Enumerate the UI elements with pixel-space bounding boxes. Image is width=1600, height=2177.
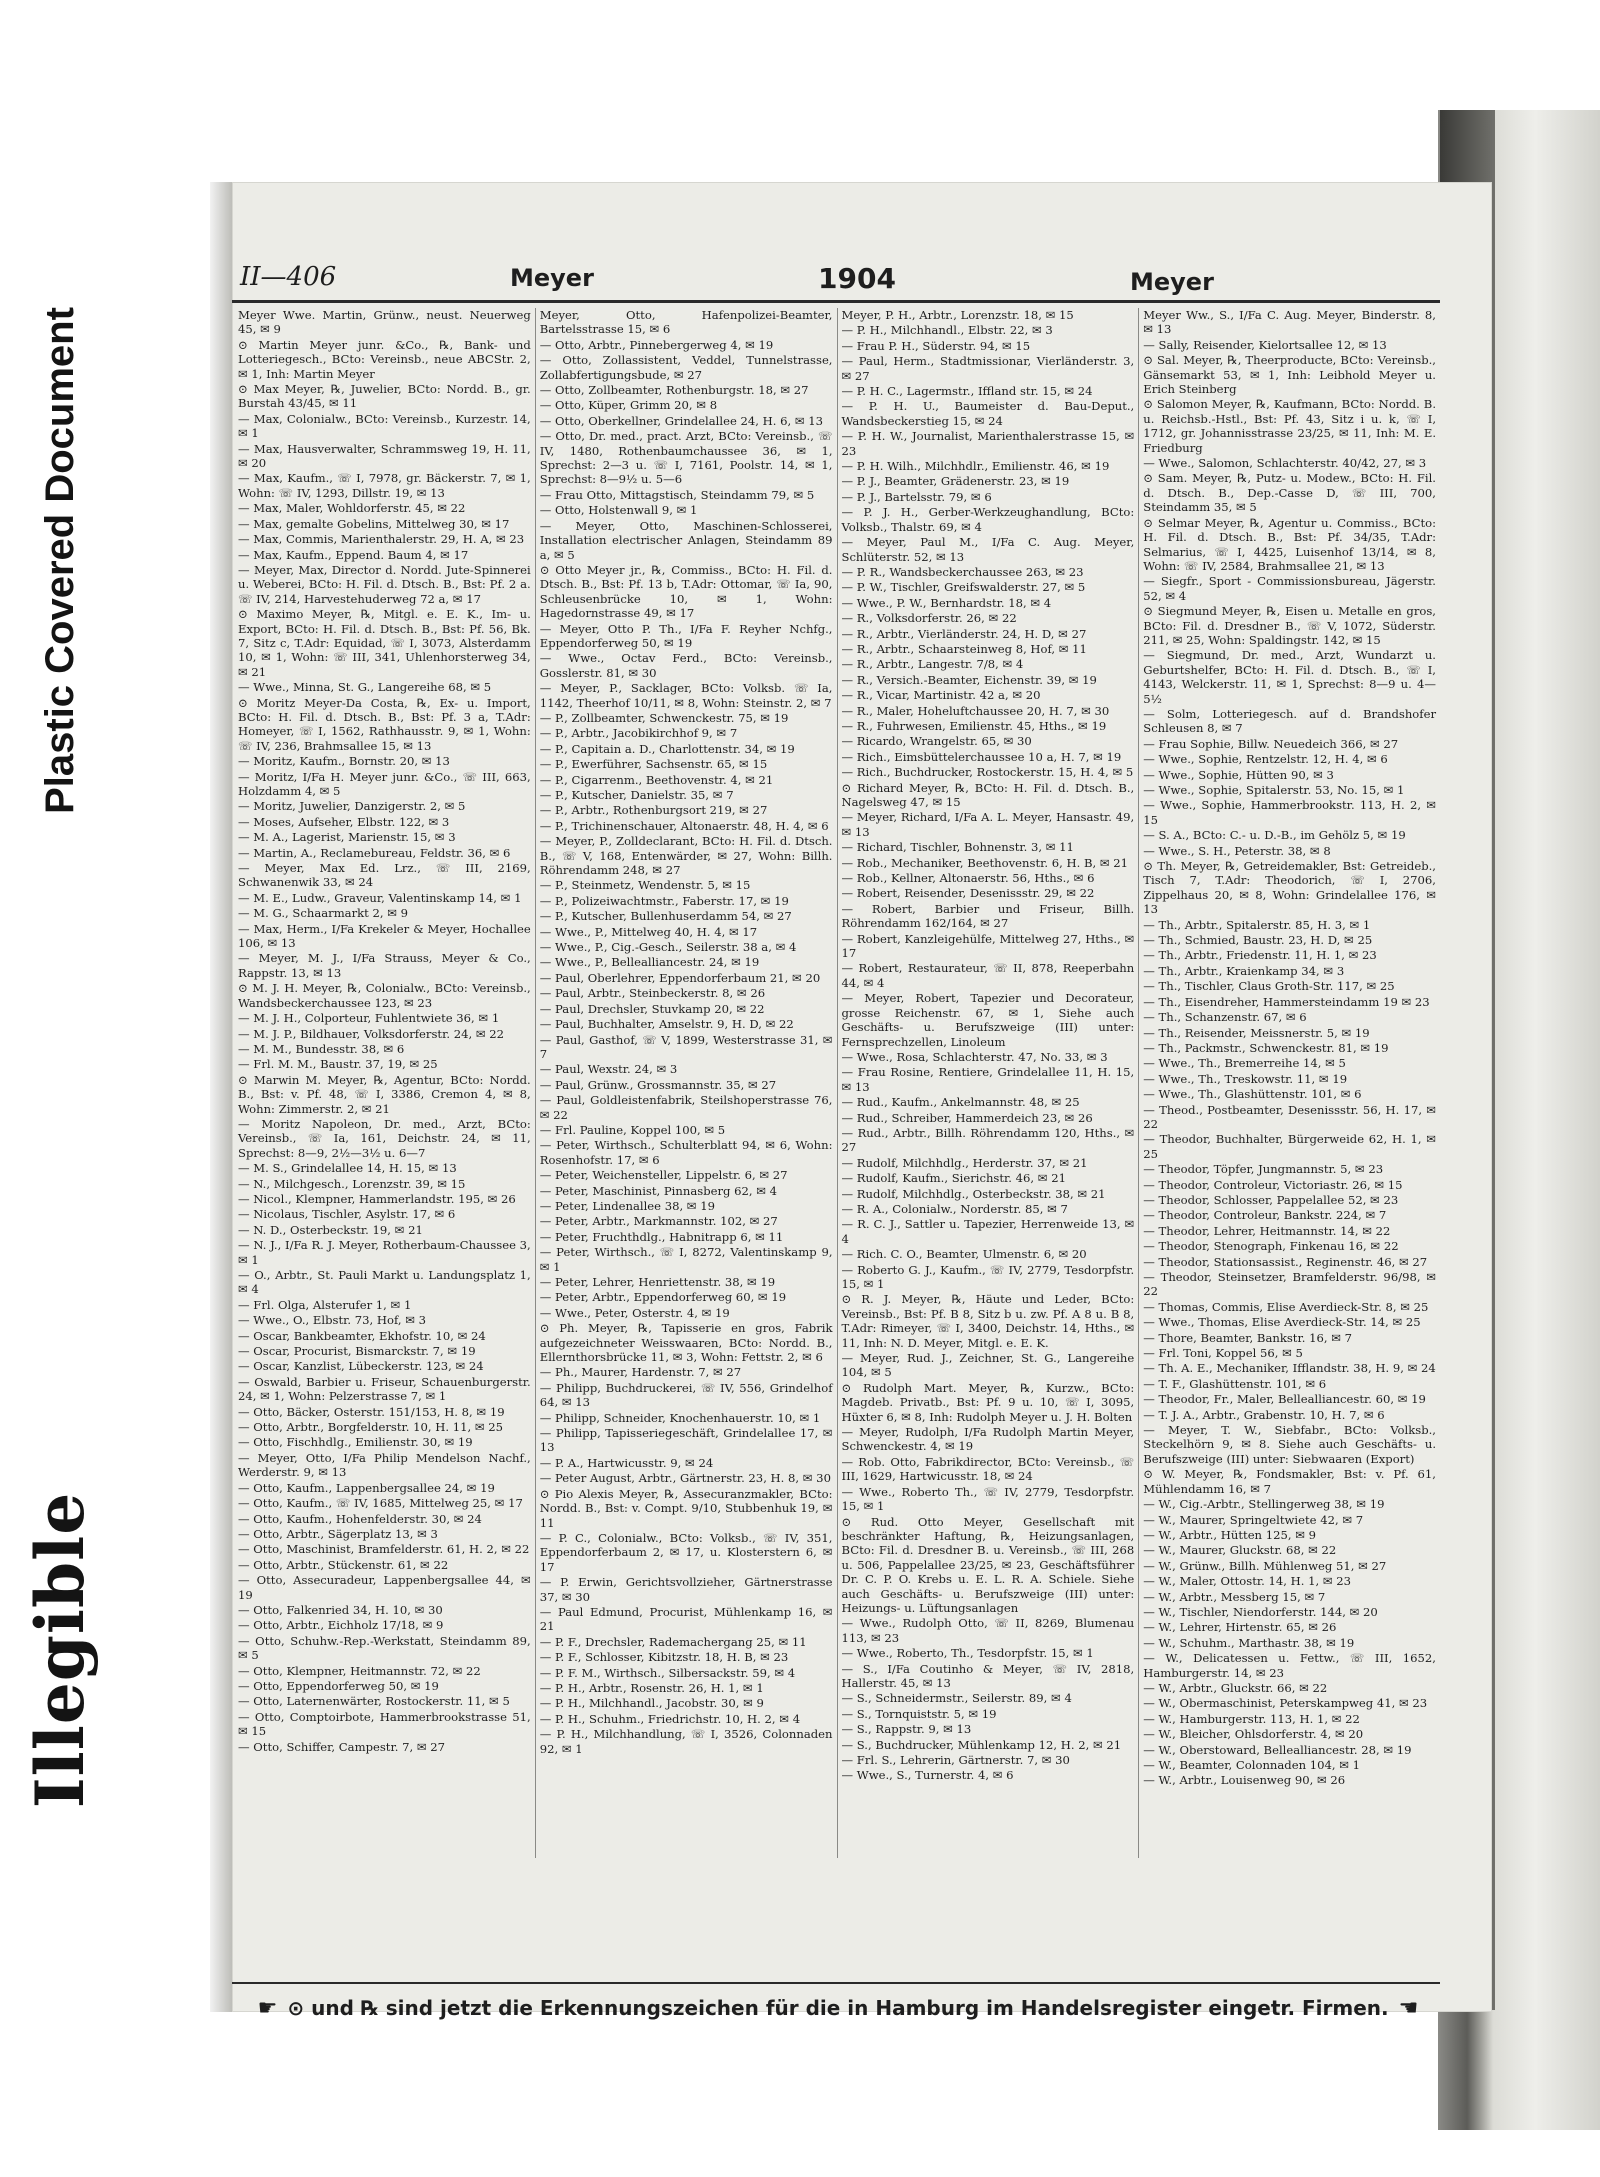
directory-entry: — Nicol., Klempner, Hammerlandstr. 195, ✉ 26	[238, 1191, 516, 1206]
directory-entry: — Otto, Laternenwärter, Rostockerstr. 11, ✉ 5	[238, 1694, 510, 1709]
directory-entry: ⊙ M. J. H. Meyer, ℞, Colonialw., BCto: Vereinsb., Wandsbeckerchaussee 123, ✉ 23	[238, 981, 531, 1010]
directory-entry: — Wwe., Roberto, Th., Tesdorpfstr. 15, ✉ 1	[841, 1646, 1094, 1661]
directory-entry: — M. G., Schaarmarkt 2, ✉ 9	[238, 906, 409, 921]
directory-entry: — Rob., Kellner, Altonaerstr. 56, Hths., ✉ 6	[841, 871, 1095, 886]
directory-entry: — Meyer, Paul M., I/Fa C. Aug. Meyer, Schlüterstr. 52, ✉ 13	[841, 535, 1135, 564]
directory-entry: — Paul Edmund, Procurist, Mühlenkamp 16, ✉ 21	[539, 1604, 833, 1634]
directory-entry: — S., Schneidermstr., Seilerstr. 89, ✉ 4	[841, 1691, 1072, 1706]
directory-entry: — R., Arbtr., Schaarsteinweg 8, Hof, ✉ 11	[841, 641, 1087, 656]
directory-entry: — Otto, Arbtr., Pinnebergerweg 4, ✉ 19	[539, 337, 774, 352]
directory-entry: — Robert, Restaurateur, ☏ II, 878, Reeperbahn 44, ✉ 4	[841, 961, 1135, 990]
directory-column-3	[838, 308, 1140, 1858]
directory-entry: — Peter, Wirthsch., ☏ I, 8272, Valentinskamp 9, ✉ 1	[539, 1245, 833, 1274]
directory-entry: — Thore, Beamter, Bankstr. 16, ✉ 7	[1143, 1330, 1352, 1345]
directory-entry: — Peter, Maschinist, Pinnasberg 62, ✉ 4	[539, 1183, 778, 1198]
directory-entry: — R. A., Colonialw., Norderstr. 85, ✉ 7	[841, 1201, 1068, 1216]
directory-entry: — W., Arbtr., Louisenweg 90, ✉ 26	[1143, 1773, 1346, 1788]
directory-column-2	[536, 308, 838, 1858]
directory-entry: — Wwe., Rosa, Schlachterstr. 47, No. 33, ✉ 3	[841, 1049, 1108, 1064]
directory-entry: ⊙ R. J. Meyer, ℞, Häute und Leder, BCto: Vereinsb., Bst: Pf. B 8, Sitz b u. zw. Pf. A 8 u. B 8, T.Adr: Rimeyer, ☏ I, 3400, Deichstr. 14, Hths., ✉ 11, Inh: N. D. Meyer, Mitgl. e. E. K.	[841, 1292, 1135, 1350]
page-header	[240, 262, 1440, 302]
directory-entry: — W., Maurer, Gluckstr. 68, ✉ 22	[1143, 1543, 1337, 1558]
directory-entry: — Siegmund, Dr. med., Arzt, Wundarzt u. Geburtshelfer, BCto: H. Fil. d. Dtsch. B., ☏ I, 4143, Welckerstr. 11, ✉ 1, Sprechst: 8—9 u. 4—5½	[1143, 648, 1436, 706]
directory-entry: — O., Arbtr., St. Pauli Markt u. Landungsplatz 1, ✉ 4	[238, 1268, 531, 1297]
directory-entry: — M. A., Lagerist, Marienstr. 15, ✉ 3	[238, 830, 456, 845]
directory-entry: — Wwe., Sophie, Rentzelstr. 12, H. 4, ✉ 6	[1143, 752, 1388, 767]
header-year: 1904	[818, 262, 896, 295]
directory-entry: — P. C., Colonialw., BCto: Volksb., ☏ IV, 351, Eppendorferbaum 2, ✉ 17, u. Klosterstern 6, ✉ 17	[539, 1530, 833, 1574]
directory-entry: — M. S., Grindelallee 14, H. 15, ✉ 13	[238, 1161, 457, 1176]
directory-entry: — W., Beamter, Colonnaden 104, ✉ 1	[1143, 1758, 1361, 1772]
directory-entry: — Paul, Buchhalter, Amselstr. 9, H. D, ✉ 22	[539, 1017, 794, 1032]
directory-entry: — P. A., Hartwicusstr. 9, ✉ 24	[539, 1455, 714, 1470]
directory-entry: — Meyer, Rudolph, I/Fa Rudolph Martin Meyer, Schwenckestr. 4, ✉ 19	[841, 1425, 1135, 1454]
directory-entry: — Wwe., P., Mittelweg 40, H. 4, ✉ 17	[539, 924, 758, 939]
directory-entry: — Robert, Kanzleigehülfe, Mittelweg 27, Hths., ✉ 17	[841, 931, 1135, 961]
directory-entry: ⊙ Ph. Meyer, ℞, Tapisserie en gros, Fabrik aufgezeichneter Weisswaaren, BCto: Nordd. B., Ellernthorsbrücke 11, ✉ 3, Wohn: Fettstr. 2, ✉ 6	[539, 1321, 833, 1365]
directory-entry: — P. H., Milchhandl., Jacobstr. 30, ✉ 9	[539, 1696, 764, 1711]
directory-entry: — Wwe., Thomas, Elise Averdieck-Str. 14, ✉ 25	[1143, 1315, 1421, 1330]
directory-entry: — Meyer, Richard, I/Fa A. L. Meyer, Hansastr. 49, ✉ 13	[841, 810, 1135, 839]
header-name-left: Meyer	[510, 264, 594, 292]
directory-entry: — P., Trichinenschauer, Altonaerstr. 48, H. 4, ✉ 6	[539, 818, 829, 833]
directory-entry: — P., Kutscher, Danielstr. 35, ✉ 7	[539, 788, 734, 802]
directory-entry: — Theod., Postbeamter, Desenissstr. 56, H. 17, ✉ 22	[1143, 1102, 1436, 1131]
illegible-label	[0, 1390, 120, 1910]
directory-entry: — Wwe., Th., Bremerreihe 14, ✉ 5	[1143, 1056, 1346, 1071]
directory-entry: — Paul, Goldleistenfabrik, Steilshoperstrasse 76, ✉ 22	[539, 1093, 833, 1122]
directory-entry: — W., Grünw., Billh. Mühlenweg 51, ✉ 27	[1143, 1558, 1387, 1573]
directory-entry: ⊙ Martin Meyer junr. &Co., ℞, Bank- und Lotteriegesch., BCto: Vereinsb., neue ABCStr. 2, ✉ 1, Inh: Martin Meyer	[238, 337, 531, 381]
directory-entry: — Paul, Oberlehrer, Eppendorferbaum 21, ✉ 20	[539, 970, 821, 985]
directory-entry: — Meyer, Max Ed. Lrz., ☏ III, 2169, Schwanenwik 33, ✉ 24	[238, 861, 531, 890]
directory-entry: — Otto, Zollassistent, Veddel, Tunnelstrasse, Zollabfertigungsbude, ✉ 27	[539, 353, 833, 382]
directory-entry: — Meyer, P., Zolldeclarant, BCto: H. Fil. d. Dtsch. B., ☏ V, 168, Entenwärder, ✉ 27, Wohn: Billh. Röhrendamm 248, ✉ 27	[539, 834, 833, 878]
directory-entry: — P., Arbtr., Jacobikirchhof 9, ✉ 7	[539, 726, 738, 741]
directory-entry: — Otto, Arbtr., Eichholz 17/18, ✉ 9	[238, 1618, 444, 1633]
directory-entry: — Wwe., Th., Treskowstr. 11, ✉ 19	[1143, 1071, 1348, 1086]
directory-entry: — Paul, Grünw., Grossmannstr. 35, ✉ 27	[539, 1077, 777, 1092]
directory-entry: — Ph., Maurer, Hardenstr. 7, ✉ 27	[539, 1365, 742, 1380]
directory-entry: — Rudolf, Milchhdlg., Herderstr. 37, ✉ 21	[841, 1155, 1088, 1170]
footer-rule	[232, 1982, 1440, 1984]
directory-entry: — Philipp, Schneider, Knochenhauerstr. 10, ✉ 1	[539, 1410, 821, 1425]
directory-entry: — Peter, Arbtr., Eppendorferweg 60, ✉ 19	[539, 1290, 787, 1305]
pointing-hand-left-icon: ☛	[257, 1995, 278, 2021]
directory-entry: — Robert, Reisender, Desenissstr. 29, ✉ 22	[841, 886, 1095, 901]
directory-entry: — Paul, Gasthof, ☏ V, 1899, Westerstrasse 31, ✉ 7	[539, 1032, 833, 1061]
directory-entry: — W., Tischler, Niendorferstr. 144, ✉ 20	[1143, 1604, 1378, 1619]
directory-entry: ⊙ Sal. Meyer, ℞, Theerproducte, BCto: Vereinsb., Gänsemarkt 53, ✉ 1, Inh: Leibhold Meyer u. Erich Steinberg	[1143, 353, 1436, 397]
directory-entry: — S. A., BCto: C.- u. D.-B., im Gehölz 5, ✉ 19	[1143, 828, 1406, 843]
header-name-right: Meyer	[1130, 268, 1214, 296]
directory-entry: — Wwe., Sophie, Hammerbrookstr. 113, H. 2, ✉ 15	[1143, 798, 1436, 827]
directory-entry: — Theodor, Controleur, Victoriastr. 26, ✉ 15	[1143, 1177, 1403, 1192]
directory-entry: — Nicolaus, Tischler, Asylstr. 17, ✉ 6	[238, 1207, 456, 1222]
directory-entry: — W., Obermaschinist, Peterskampweg 41, ✉ 23	[1143, 1696, 1428, 1711]
directory-entry: — Ricardo, Wrangelstr. 65, ✉ 30	[841, 734, 1032, 749]
directory-entry: — Siegfr., Sport - Commissionsbureau, Jägerstr. 52, ✉ 4	[1143, 574, 1436, 603]
directory-entry: — P., Capitain a. D., Charlottenstr. 34, ✉ 19	[539, 741, 795, 756]
directory-entry: — Frl. Olga, Alsterufer 1, ✉ 1	[238, 1297, 412, 1312]
directory-entry: Meyer Ww., S., I/Fa C. Aug. Meyer, Binderstr. 8, ✉ 13	[1143, 308, 1436, 337]
directory-entry: — Otto, Arbtr., Borgfelderstr. 10, H. 11, ✉ 25	[238, 1420, 504, 1435]
illegible-text: Illegible	[21, 1491, 100, 1809]
directory-entry: — Th., Schanzenstr. 67, ✉ 6	[1143, 1010, 1307, 1025]
directory-entry: — R., Versich.-Beamter, Eichenstr. 39, ✉ 19	[841, 672, 1097, 687]
directory-entry: — Th., Arbtr., Kraienkamp 34, ✉ 3	[1143, 963, 1345, 978]
directory-entry: — Max, gemalte Gobelins, Mittelweg 30, ✉ 17	[238, 516, 510, 531]
directory-entry: — Wwe., Rudolph Otto, ☏ II, 8269, Blumenau 113, ✉ 23	[841, 1616, 1135, 1645]
directory-columns	[234, 308, 1440, 1858]
directory-entry: — Martin, A., Reclamebureau, Feldstr. 36, ✉ 6	[238, 845, 511, 860]
directory-entry: — Rob., Mechaniker, Beethovenstr. 6, H. B, ✉ 21	[841, 855, 1129, 870]
directory-entry: — S., Tornquiststr. 5, ✉ 19	[841, 1706, 997, 1721]
directory-entry: ⊙ Rud. Otto Meyer, Gesellschaft mit beschränkter Haftung, ℞, Heizungsanlagen, BCto: Fil. d. Dresdner B. u. Vereinsb., ☏ III, 268 u. 506, Pappelallee 23/25, ✉ 23, Geschäftsführer Dr. C. P. O. Krebs u. E. L. R. A. Schiele. Siehe auch Geschäfts- u. Berufszweige (III) unter: Heizungs- u. Lüftungsanlagen	[841, 1514, 1135, 1615]
directory-entry: — Rich., Eimsbüttelerchaussee 10 a, H. 7, ✉ 19	[841, 749, 1122, 764]
directory-entry: — W., Cig.-Arbtr., Stellingerweg 38, ✉ 19	[1143, 1497, 1385, 1512]
directory-entry: — Theodor, Steinsetzer, Bramfelderstr. 96/98, ✉ 22	[1143, 1270, 1436, 1299]
directory-entry: — R., Vicar, Martinistr. 42 a, ✉ 20	[841, 688, 1041, 703]
plastic-covered-text: Plastic Covered Document	[37, 306, 82, 814]
directory-entry: — N. D., Osterbeckstr. 19, ✉ 21	[238, 1222, 423, 1237]
directory-entry: — Richard, Tischler, Bohnenstr. 3, ✉ 11	[841, 840, 1074, 855]
directory-entry: — Wwe., Salomon, Schlachterstr. 40/42, 27, ✉ 3	[1143, 456, 1427, 471]
directory-entry: — Wwe., P. W., Bernhardstr. 18, ✉ 4	[841, 595, 1052, 610]
directory-entry: Meyer, P. H., Arbtr., Lorenzstr. 18, ✉ 15	[841, 308, 1074, 322]
directory-entry: — P. H. W., Journalist, Marienthalerstrasse 15, ✉ 23	[841, 429, 1135, 458]
directory-entry: — M. J. H., Colporteur, Fuhlentwiete 36, ✉ 1	[238, 1011, 500, 1026]
directory-entry: — Meyer, P., Sacklager, BCto: Volksb. ☏ Ia, 1142, Theerhof 10/11, ✉ 8, Wohn: Steinstr. 2, ✉ 7	[539, 681, 833, 710]
directory-entry: — P., Cigarrenm., Beethovenstr. 4, ✉ 21	[539, 772, 774, 787]
directory-entry: ⊙ Th. Meyer, ℞, Getreidemakler, Bst: Getreideb., Tisch 7, T.Adr: Theodorich, ☏ I, 2706, Zippelhaus 20, ✉ 8, Wohn: Grindelallee 176, ✉ 13	[1143, 859, 1436, 917]
directory-entry: — Otto, Comptoirbote, Hammerbrookstrasse 51, ✉ 15	[238, 1709, 531, 1739]
directory-entry: — Otto, Oberkellner, Grindelallee 24, H. 6, ✉ 13	[539, 413, 824, 428]
directory-entry: — P., Steinmetz, Wendenstr. 5, ✉ 15	[539, 878, 751, 893]
directory-entry: — Paul, Arbtr., Steinbeckerstr. 8, ✉ 26	[539, 986, 766, 1001]
directory-entry: — P. H., Schuhm., Friedrichstr. 10, H. 2, ✉ 4	[539, 1711, 801, 1726]
directory-entry: — N. J., I/Fa R. J. Meyer, Rotherbaum-Chaussee 3, ✉ 1	[238, 1238, 531, 1267]
footer-note: ⊙ und ℞ sind jetzt die Erkennungszeichen für die in Hamburg im Handelsregister eingetr. Firmen.	[287, 1996, 1389, 2020]
directory-entry: — Moritz, I/Fa H. Meyer junr. &Co., ☏ III, 663, Holzdamm 4, ✉ 5	[238, 769, 531, 798]
directory-entry: — Otto, Bäcker, Osterstr. 151/153, H. 8, ✉ 19	[238, 1404, 505, 1419]
directory-entry: — S., Buchdrucker, Mühlenkamp 12, H. 2, ✉ 21	[841, 1737, 1122, 1752]
directory-entry: — Roberto G. J., Kaufm., ☏ IV, 2779, Tesdorpfstr. 15, ✉ 1	[841, 1262, 1135, 1291]
directory-entry: — P. H. U., Baumeister d. Bau-Deput., Wandsbeckerstieg 15, ✉ 24	[841, 399, 1135, 428]
directory-entry: — Otto, Arbtr., Sägerplatz 13, ✉ 3	[238, 1526, 438, 1541]
directory-entry: — Rich. C. O., Beamter, Ulmenstr. 6, ✉ 20	[841, 1247, 1087, 1262]
directory-entry: — W., Delicatessen u. Fettw., ☏ III, 1652, Hamburgerstr. 14, ✉ 23	[1143, 1651, 1436, 1680]
directory-entry: — Frau Rosine, Rentiere, Grindelallee 11, H. 15, ✉ 13	[841, 1065, 1135, 1094]
directory-entry: ⊙ Maximo Meyer, ℞, Mitgl. e. E. K., Im- u. Export, BCto: H. Fil. d. Dtsch. B., Bst: Pf. 56, Bk. 7, Sitz c, T.Adr: Equidad, ☏ I, 3073, Alsterdamm 10, ✉ 1, Wohn: ☏ III, 341, Uhlenhorsterweg 34, ✉ 21	[238, 607, 531, 679]
directory-entry: — Rudolf, Milchhdlg., Osterbeckstr. 38, ✉ 21	[841, 1186, 1106, 1201]
directory-entry: — Otto, Küper, Grimm 20, ✉ 8	[539, 398, 718, 413]
directory-entry: — P. R., Wandsbeckerchaussee 263, ✉ 23	[841, 564, 1084, 579]
directory-entry: ⊙ Otto Meyer jr., ℞, Commiss., BCto: H. Fil. d. Dtsch. B., Bst: Pf. 13 b, T.Adr: Ottomar, ☏ Ia, 90, Schleusenbrücke 10, ✉ 1, Wohn: Hagedornstrasse 49, ✉ 17	[539, 562, 833, 621]
directory-entry: — Sally, Reisender, Kielortsallee 12, ✉ 13	[1143, 337, 1387, 352]
directory-entry: — Moritz, Juwelier, Danzigerstr. 2, ✉ 5	[238, 799, 466, 814]
directory-entry: ⊙ Moritz Meyer-Da Costa, ℞, Ex- u. Import, BCto: H. Fil. d. Dtsch. B., Bst: Pf. 3 a, T.Adr: Homeyer, ☏ I, 1562, Rathhausstr. 9, ✉ 1, Wohn: ☏ IV, 236, Brahmsallee 15, ✉ 13	[238, 695, 531, 753]
directory-entry: — Theodor, Controleur, Bankstr. 224, ✉ 7	[1143, 1208, 1387, 1223]
directory-entry: — Wwe., Octav Ferd., BCto: Vereinsb., Gosslerstr. 81, ✉ 30	[539, 651, 833, 680]
directory-entry: — P. J., Bartelsstr. 79, ✉ 6	[841, 489, 992, 504]
plastic-covered-label	[0, 280, 120, 840]
directory-entry: Meyer, Otto, Hafenpolizei-Beamter, Bartelsstrasse 15, ✉ 6	[539, 308, 833, 337]
directory-entry: — Wwe., O., Elbstr. 73, Hof, ✉ 3	[238, 1313, 426, 1328]
directory-entry: — Peter August, Arbtr., Gärtnerstr. 23, H. 8, ✉ 30	[539, 1471, 831, 1486]
directory-entry: — Moses, Aufseher, Elbstr. 122, ✉ 3	[238, 814, 450, 829]
directory-entry: — P. J. H., Gerber-Werkzeughandlung, BCto: Volksb., Thalstr. 69, ✉ 4	[841, 505, 1135, 534]
directory-entry: — Philipp, Tapisseriegeschäft, Grindelallee 17, ✉ 13	[539, 1426, 833, 1455]
directory-entry: — P., Polizeiwachtmstr., Faberstr. 17, ✉ 19	[539, 893, 789, 908]
directory-entry: — Otto, Maschinist, Bramfelderstr. 61, H. 2, ✉ 22	[238, 1542, 530, 1557]
directory-entry: — Wwe., Sophie, Spitalerstr. 53, No. 15, ✉ 1	[1143, 783, 1405, 797]
directory-entry: — P. H., Milchhandl., Elbstr. 22, ✉ 3	[841, 323, 1053, 338]
directory-entry: — Wwe., Peter, Osterstr. 4, ✉ 19	[539, 1305, 730, 1320]
directory-entry: — P. J., Beamter, Grädenerstr. 23, ✉ 19	[841, 474, 1070, 489]
directory-entry: — Wwe., P., Bellealliancestr. 24, ✉ 19	[539, 955, 760, 970]
directory-entry: — Meyer, Otto, Maschinen-Schlosserei, Installation electrischer Anlagen, Steindamm 89 a, ✉ 5	[539, 518, 833, 562]
directory-entry: — P. F. M., Wirthsch., Silbersackstr. 59, ✉ 4	[539, 1665, 796, 1680]
directory-entry: — W., Bleicher, Ohlsdorferstr. 4, ✉ 20	[1143, 1727, 1364, 1742]
directory-entry: — W., Arbtr., Gluckstr. 66, ✉ 22	[1143, 1680, 1328, 1695]
directory-entry: — Peter, Lindenallee 38, ✉ 19	[539, 1198, 715, 1213]
page-edge-shadow	[210, 182, 232, 2012]
directory-entry: — Th., Arbtr., Spitalerstr. 85, H. 3, ✉ 1	[1143, 917, 1371, 932]
directory-entry: ⊙ W. Meyer, ℞, Fondsmakler, Bst: v. Pf. 61, Mühlendamm 16, ✉ 7	[1143, 1467, 1436, 1496]
directory-entry: — Max, Hausverwalter, Schrammsweg 19, H. 11, ✉ 20	[238, 441, 531, 471]
directory-entry: — Th., Tischler, Claus Groth-Str. 117, ✉ 25	[1143, 979, 1395, 994]
directory-entry: — R., Arbtr., Vierländerstr. 24, H. D, ✉ 27	[841, 626, 1087, 641]
page-footer	[238, 1988, 1438, 2028]
directory-entry: — Frl. Toni, Koppel 56, ✉ 5	[1143, 1346, 1303, 1361]
directory-entry: — P. Erwin, Gerichtsvollzieher, Gärtnerstrasse 37, ✉ 30	[539, 1575, 833, 1604]
directory-entry: — W., Hamburgerstr. 113, H. 1, ✉ 22	[1143, 1711, 1360, 1726]
directory-entry: ⊙ Salomon Meyer, ℞, Kaufmann, BCto: Nordd. B. u. Reichsb.-Hstl., Bst: Pf. 43, Sitz i u. k, ☏ I, 1712, gr. Johannisstrasse 23/25, ✉ 11, Inh: M. E. Friedburg	[1143, 397, 1436, 455]
directory-entry: — Otto, Kaufm., Hohenfelderstr. 30, ✉ 24	[238, 1511, 482, 1526]
directory-entry: — Meyer, Otto, I/Fa Philip Mendelson Nachf., Werderstr. 9, ✉ 13	[238, 1450, 531, 1480]
directory-entry: — Rud., Schreiber, Hammerdeich 23, ✉ 26	[841, 1110, 1093, 1125]
directory-entry: — Otto, Zollbeamter, Rothenburgstr. 18, ✉ 27	[539, 383, 809, 398]
directory-entry: — Theodor, Töpfer, Jungmannstr. 5, ✉ 23	[1143, 1162, 1384, 1177]
directory-entry: ⊙ Sam. Meyer, ℞, Putz- u. Modew., BCto: H. Fil. d. Dtsch. B., Dep.-Casse D, ☏ III, 700, Steindamm 35, ✉ 5	[1143, 471, 1436, 515]
directory-entry: — Otto, Klempner, Heitmannstr. 72, ✉ 22	[238, 1663, 481, 1678]
directory-entry: — Rudolf, Kaufm., Sierichstr. 46, ✉ 21	[841, 1171, 1066, 1186]
directory-entry: Meyer Wwe. Martin, Grünw., neust. Neuerweg 45, ✉ 9	[238, 308, 531, 337]
directory-entry: — P. H., Arbtr., Rosenstr. 26, H. 1, ✉ 1	[539, 1680, 764, 1695]
directory-entry: — Max, Kaufm., Eppend. Baum 4, ✉ 17	[238, 547, 469, 562]
directory-entry: — Rich., Buchdrucker, Rostockerstr. 15, H. 4, ✉ 5	[841, 765, 1134, 780]
directory-entry: — Otto, Falkenried 34, H. 10, ✉ 30	[238, 1602, 443, 1617]
directory-entry: — W., Maler, Ottostr. 14, H. 1, ✉ 23	[1143, 1574, 1352, 1589]
directory-entry: — Peter, Weichensteller, Lippelstr. 6, ✉ 27	[539, 1168, 788, 1183]
directory-entry: — R. C. J., Sattler u. Tapezier, Herrenweide 13, ✉ 4	[841, 1217, 1135, 1246]
directory-entry: — W., Schuhm., Marthastr. 38, ✉ 19	[1143, 1635, 1355, 1650]
directory-entry: — Meyer, T. W., Siebfabr., BCto: Volksb., Steckelhörn 9, ✉ 8. Siehe auch Geschäfts- u. Berufszweige (III) unter: Siebwaaren (Export)	[1143, 1423, 1436, 1466]
directory-entry: — T. J. A., Arbtr., Grabenstr. 10, H. 7, ✉ 6	[1143, 1407, 1385, 1422]
directory-entry: — Thomas, Commis, Elise Averdieck-Str. 8, ✉ 25	[1143, 1299, 1429, 1314]
directory-entry: — Theodor, Stenograph, Finkenau 16, ✉ 22	[1143, 1239, 1399, 1254]
directory-entry: — Otto, Schiffer, Campestr. 7, ✉ 27	[238, 1739, 446, 1754]
directory-entry: — P., Arbtr., Rothenburgsort 219, ✉ 27	[539, 803, 768, 818]
directory-entry: — Wwe., S., Turnerstr. 4, ✉ 6	[841, 1768, 1014, 1783]
directory-entry: — Th., Reisender, Meissnerstr. 5, ✉ 19	[1143, 1025, 1370, 1040]
directory-entry: — Peter, Fruchthdlg., Habnitrapp 6, ✉ 11	[539, 1229, 784, 1244]
directory-entry: — Max, Herm., I/Fa Krekeler & Meyer, Hochallee 106, ✉ 13	[238, 921, 531, 951]
directory-entry: — Moritz Napoleon, Dr. med., Arzt, BCto: Vereinsb., ☏ Ia, 161, Deichstr. 24, ✉ 11, Sprechst: 8—9, 2½—3½ u. 6—7	[238, 1116, 531, 1160]
directory-entry: — Frau Otto, Mittagstisch, Steindamm 79, ✉ 5	[539, 487, 815, 502]
directory-entry: — Otto, Eppendorferweg 50, ✉ 19	[238, 1678, 439, 1693]
directory-entry: — Theodor, Stationsassist., Reginenstr. 46, ✉ 27	[1143, 1254, 1428, 1269]
directory-entry: ⊙ Siegmund Meyer, ℞, Eisen u. Metalle en gros, BCto: Fil. d. Dresdner B., ☏ V, 1072, Süderstr. 211, ✉ 25, Wohn: Spaldingstr. 142, ✉ 15	[1143, 604, 1436, 647]
directory-entry: — S., I/Fa Coutinho & Meyer, ☏ IV, 2818, Hallerstr. 45, ✉ 13	[841, 1661, 1135, 1690]
directory-entry: — P. W., Tischler, Greifswalderstr. 27, ✉ 5	[841, 580, 1086, 595]
directory-entry: — P., Ewerführer, Sachsenstr. 65, ✉ 15	[539, 757, 768, 772]
directory-entry: — Frau P. H., Süderstr. 94, ✉ 15	[841, 338, 1031, 353]
directory-entry: — Th., Eisendreher, Hammersteindamm 19 ✉ 23	[1143, 994, 1430, 1009]
directory-entry: — M. E., Ludw., Graveur, Valentinskamp 14, ✉ 1	[238, 890, 522, 905]
directory-entry: — M. M., Bundesstr. 38, ✉ 6	[238, 1041, 405, 1056]
directory-entry: — Oscar, Bankbeamter, Ekhofstr. 10, ✉ 24	[238, 1328, 486, 1343]
directory-entry: — Peter, Lehrer, Henriettenstr. 38, ✉ 19	[539, 1275, 776, 1289]
directory-entry: — Rud., Arbtr., Billh. Röhrendamm 120, Hths., ✉ 27	[841, 1125, 1135, 1155]
directory-entry: — Meyer, Max, Director d. Nordd. Jute-Spinnerei u. Weberei, BCto: H. Fil. d. Dtsch. B., Bst: Pf. 2 a. ☏ IV, 214, Harvestehuderweg 72 a, ✉ 17	[238, 562, 531, 606]
directory-entry: — W., Lehrer, Hirtenstr. 65, ✉ 26	[1143, 1620, 1337, 1635]
directory-entry: — Otto, Arbtr., Stückenstr. 61, ✉ 22	[238, 1557, 449, 1572]
header-rule	[232, 300, 1440, 303]
directory-entry: — Meyer, Rud. J., Zeichner, St. G., Langereihe 104, ✉ 5	[841, 1351, 1135, 1380]
directory-entry: — W., Arbtr., Messberg 15, ✉ 7	[1143, 1589, 1326, 1604]
directory-entry: — Wwe., S. H., Peterstr. 38, ✉ 8	[1143, 843, 1331, 858]
directory-entry: — Oscar, Procurist, Bismarckstr. 7, ✉ 19	[238, 1344, 476, 1359]
directory-entry: — Paul, Drechsler, Stuvkamp 20, ✉ 22	[539, 1001, 765, 1016]
directory-entry: — Peter, Wirthsch., Schulterblatt 94, ✉ 6, Wohn: Rosenhofstr. 17, ✉ 6	[539, 1138, 833, 1167]
directory-entry: — P. F., Drechsler, Rademachergang 25, ✉ 11	[539, 1634, 807, 1649]
directory-entry: — Wwe., Sophie, Hütten 90, ✉ 3	[1143, 767, 1334, 782]
directory-entry: — Oscar, Kanzlist, Lübeckerstr. 123, ✉ 24	[238, 1359, 484, 1374]
directory-entry: — Otto, Fischhdlg., Emilienstr. 30, ✉ 19	[238, 1435, 473, 1450]
directory-entry: ⊙ Selmar Meyer, ℞, Agentur u. Commiss., BCto: H. Fil. d. Dtsch. B., Bst: Pf. 34/35, T.Adr: Selmarius, ☏ I, 4425, Luisenhof 13/14, ✉ 8, Wohn: ☏ IV, 2584, Brahmsallee 21, ✉ 13	[1143, 515, 1436, 573]
directory-entry: — Wwe., Th., Glashüttenstr. 101, ✉ 6	[1143, 1087, 1362, 1102]
directory-entry: — Otto, Schuhw.-Rep.-Werkstatt, Steindamm 89, ✉ 5	[238, 1633, 531, 1663]
directory-entry: — R., Maler, Hoheluftchaussee 20, H. 7, ✉ 30	[841, 703, 1110, 718]
directory-entry: — Otto, Holstenwall 9, ✉ 1	[539, 503, 698, 518]
directory-entry: — Th., Schmied, Baustr. 23, H. D, ✉ 25	[1143, 933, 1373, 948]
directory-entry: — Theodor, Schlosser, Pappelallee 52, ✉ 23	[1143, 1192, 1399, 1207]
directory-entry: — Oswald, Barbier u. Friseur, Schauenburgerstr. 24, ✉ 1, Wohn: Pelzerstrasse 7, ✉ 1	[238, 1374, 531, 1404]
directory-entry: — Solm, Lotteriegesch. auf d. Brandshofer Schleusen 8, ✉ 7	[1143, 706, 1436, 736]
directory-entry: — P., Zollbeamter, Schwenckestr. 75, ✉ 19	[539, 710, 789, 725]
directory-entry: — N., Milchgesch., Lorenzstr. 39, ✉ 15	[238, 1176, 466, 1191]
directory-entry: — Wwe., Minna, St. G., Langereihe 68, ✉ 5	[238, 680, 492, 695]
directory-entry: — Theodor, Lehrer, Heitmannstr. 14, ✉ 22	[1143, 1223, 1391, 1238]
directory-entry: — P., Kutscher, Bullenhuserdamm 54, ✉ 27	[539, 909, 792, 924]
directory-entry: — Th., Packmstr., Schwenckestr. 81, ✉ 19	[1143, 1040, 1389, 1055]
directory-entry: — Frl. Pauline, Koppel 100, ✉ 5	[539, 1122, 726, 1137]
directory-entry: — P. H., Milchhandlung, ☏ I, 3526, Colonnaden 92, ✉ 1	[539, 1727, 833, 1756]
directory-entry: — R., Volksdorferstr. 26, ✉ 22	[841, 611, 1017, 626]
directory-entry: — Th., Arbtr., Friedenstr. 11, H. 1, ✉ 23	[1143, 948, 1377, 963]
directory-entry: — Otto, Kaufm., ☏ IV, 1685, Mittelweg 25, ✉ 17	[238, 1496, 523, 1511]
directory-entry: — Philipp, Buchdruckerei, ☏ IV, 556, Grindelhof 64, ✉ 13	[539, 1380, 833, 1410]
directory-entry: — Wwe., P., Cig.-Gesch., Seilerstr. 38 a, ✉ 4	[539, 940, 797, 955]
directory-entry: — P. H. C., Lagermstr., Iffland str. 15, ✉ 24	[841, 384, 1093, 399]
directory-entry: — Meyer, Robert, Tapezier und Decorateur, grosse Reichenstr. 67, ✉ 1, Siehe auch Geschäfts- u. Berufszweige (III) unter: Fernsprechzellen, Linoleum	[841, 991, 1135, 1049]
directory-entry: — Frl. S., Lehrerin, Gärtnerstr. 7, ✉ 30	[841, 1753, 1070, 1767]
directory-entry: — Otto, Assecuradeur, Lappenbergsallee 44, ✉ 19	[238, 1573, 531, 1602]
directory-entry: — P. H. Wilh., Milchhdlr., Emilienstr. 46, ✉ 19	[841, 459, 1110, 474]
directory-entry: — Meyer, M. J., I/Fa Strauss, Meyer & Co., Rappstr. 13, ✉ 13	[238, 951, 531, 980]
directory-entry: — S., Rappstr. 9, ✉ 13	[841, 1722, 972, 1737]
page-number: II—406	[240, 262, 337, 292]
directory-entry: ⊙ Rudolph Mart. Meyer, ℞, Kurzw., BCto: Magdeb. Privatb., Bst: Pf. 9 u. 10, ☏ I, 3095, Hüxter 6, ✉ 8, Inh: Rudolph Meyer u. J. H. Bolten	[841, 1380, 1135, 1424]
directory-entry: — W., Maurer, Springeltwiete 42, ✉ 7	[1143, 1512, 1364, 1527]
directory-entry: ⊙ Max Meyer, ℞, Juwelier, BCto: Nordd. B., gr. Burstah 43/45, ✉ 11	[238, 382, 531, 411]
directory-entry: — Meyer, Otto P. Th., I/Fa F. Reyher Nchfg., Eppendorferweg 50, ✉ 19	[539, 621, 833, 650]
directory-entry: — Max, Kaufm., ☏ I, 7978, gr. Bäckerstr. 7, ✉ 1, Wohn: ☏ IV, 1293, Dillstr. 19, ✉ 13	[238, 471, 531, 500]
directory-entry: — Theodor, Buchhalter, Bürgerweide 62, H. 1, ✉ 25	[1143, 1132, 1436, 1161]
directory-entry: ⊙ Richard Meyer, ℞, BCto: H. Fil. d. Dtsch. B., Nagelsweg 47, ✉ 15	[841, 780, 1135, 809]
directory-entry: — Paul, Wexstr. 24, ✉ 3	[539, 1062, 678, 1077]
directory-entry: — Max, Maler, Wohldorferstr. 45, ✉ 22	[238, 501, 466, 516]
directory-entry: — Peter, Arbtr., Markmannstr. 102, ✉ 27	[539, 1214, 778, 1229]
directory-column-4	[1139, 308, 1440, 1858]
directory-entry: — M. J. P., Bildhauer, Volksdorferstr. 24, ✉ 22	[238, 1026, 504, 1041]
directory-entry: — R., Fuhrwesen, Emilienstr. 45, Hths., ✉ 19	[841, 718, 1107, 733]
pointing-hand-right-icon: ☚	[1398, 1995, 1419, 2021]
directory-entry: — Th. A. E., Mechaniker, Ifflandstr. 38, H. 9, ✉ 24	[1143, 1361, 1436, 1376]
directory-entry: — P. F., Schlosser, Kibitzstr. 18, H. B, ✉ 23	[539, 1650, 789, 1665]
directory-column-1	[234, 308, 536, 1858]
directory-entry: — Otto, Kaufm., Lappenbergsallee 24, ✉ 19	[238, 1480, 495, 1495]
directory-entry: — R., Arbtr., Langestr. 7/8, ✉ 4	[841, 657, 1024, 672]
directory-entry: — Frl. M. M., Baustr. 37, 19, ✉ 25	[238, 1057, 438, 1072]
directory-entry: — Otto, Dr. med., pract. Arzt, BCto: Vereinsb., ☏ IV, 1480, Rothenbaumchaussee 36, ✉ 1, Sprechst: 2—3 u. ☏ I, 7161, Poolstr. 14, ✉ 1, Sprechst: 8—9½ u. 5—6	[539, 429, 833, 487]
directory-entry: — W., Arbtr., Hütten 125, ✉ 9	[1143, 1527, 1316, 1542]
directory-entry: — Rud., Kaufm., Ankelmannstr. 48, ✉ 25	[841, 1095, 1080, 1110]
directory-entry: — Theodor, Fr., Maler, Bellealliancestr. 60, ✉ 19	[1143, 1392, 1426, 1407]
directory-entry: ⊙ Marwin M. Meyer, ℞, Agentur, BCto: Nordd. B., Bst: v. Pf. 48, ☏ I, 3386, Cremon 4, ✉ 8, Wohn: Zimmerstr. 2, ✉ 21	[238, 1072, 531, 1116]
directory-entry: — Frau Sophie, Billw. Neuedeich 366, ✉ 27	[1143, 736, 1399, 751]
directory-entry: — W., Oberstoward, Bellealliancestr. 28, ✉ 19	[1143, 1742, 1412, 1757]
directory-entry: — Wwe., Roberto Th., ☏ IV, 2779, Tesdorpfstr. 15, ✉ 1	[841, 1484, 1135, 1514]
directory-entry: — Max, Commis, Marienthalerstr. 29, H. A, ✉ 23	[238, 532, 525, 547]
directory-entry: — Rob. Otto, Fabrikdirector, BCto: Vereinsb., ☏ III, 1629, Hartwicusstr. 18, ✉ 24	[841, 1454, 1135, 1484]
directory-entry: — Robert, Barbier und Friseur, Billh. Röhrendamm 162/164, ✉ 27	[841, 901, 1135, 931]
directory-entry: — Moritz, Kaufm., Bornstr. 20, ✉ 13	[238, 754, 450, 769]
directory-entry: — Paul, Herm., Stadtmissionar, Vierländerstr. 3, ✉ 27	[841, 354, 1135, 383]
directory-entry: ⊙ Pio Alexis Meyer, ℞, Assecuranzmakler, BCto: Nordd. B., Bst: v. Compt. 9/10, Stubbenhuk 19, ✉ 11	[539, 1486, 833, 1530]
directory-entry: — Max, Colonialw., BCto: Vereinsb., Kurzestr. 14, ✉ 1	[238, 411, 531, 441]
directory-entry: — T. F., Glashüttenstr. 101, ✉ 6	[1143, 1376, 1327, 1391]
